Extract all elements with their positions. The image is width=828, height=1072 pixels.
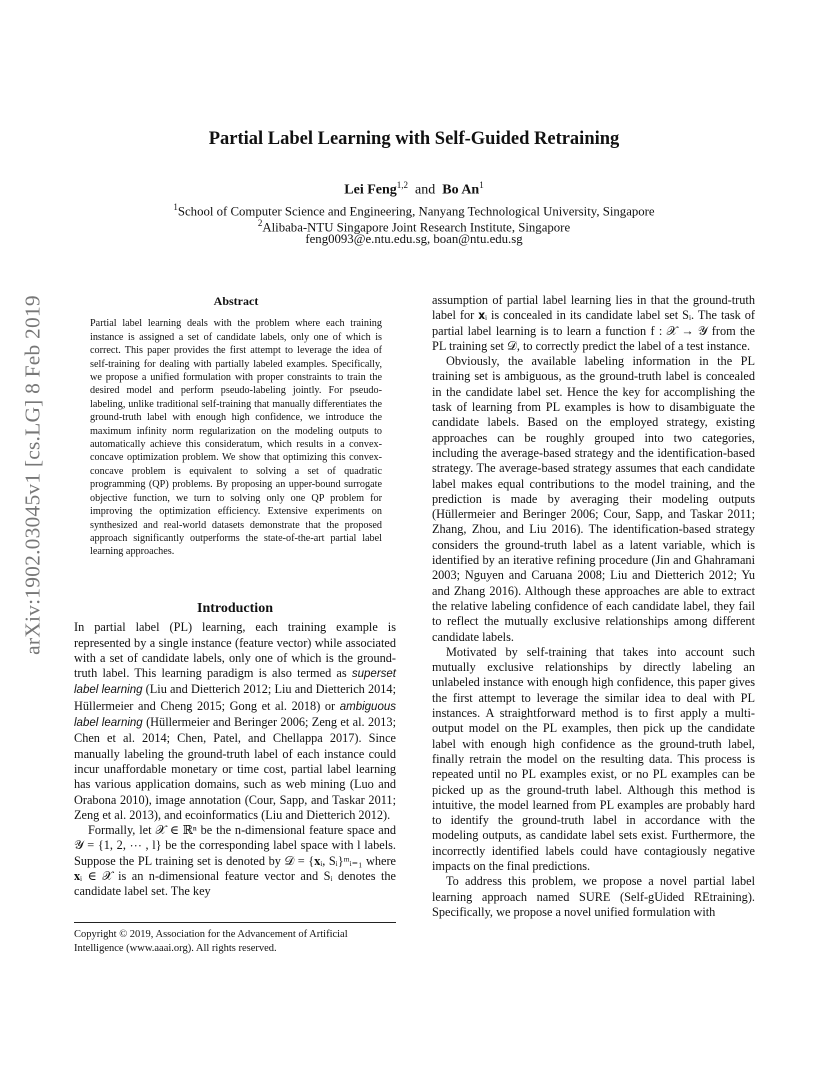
arxiv-id-text: arXiv:1902.03045v1 [cs.LG] 8 Feb 2019 <box>20 295 45 655</box>
author-2: Bo An <box>442 182 480 198</box>
author-line <box>0 180 828 199</box>
introduction-section <box>74 601 396 900</box>
term-ambiguous-label-learning: ambiguous label learning <box>74 700 396 730</box>
right-paragraph-2: Obviously, the available labeling information in the PL training set is ambiguous, as the ground-truth label is concealed in the candidate label set. Hence the key for accomplishing the task of learning from PL examples is how to disambiguate the candidate labels. Based on the employed strategy, existing approaches can be roughly grouped into two categories, including the average-based strategy and the identification-based strategy. The average-based strategy assumes that each candidate label makes equal contributions to the model training, and the prediction is made by averaging their modeling outputs (Hüllermeier and Beringer 2006; Cour, Sapp, and Taskar 2011; Zhang, Zhou, and Liu 2016). The identification-based strategy considers the ground-truth label as a latent variable, which is identified by an iterative refining procedure (Jin and Ghahramani 2003; Nguyen and Caruana 2008; Liu and Dietterich 2012; Yu and Zhang 2016). Although these approaches are able to extract the relative labeling confidence of each candidate label, they fail to reflect the mutually exclusive relationships among different candidate labels. <box>432 354 755 644</box>
right-paragraph-1: assumption of partial label learning lies in that the ground-truth label for 𝐱ᵢ is concealed in its candidate label set Sᵢ. The task of partial label learning is to learn a function f : 𝒳 → 𝒴 from the PL training set 𝒟, to correctly predict the label of a test instance. <box>432 293 755 353</box>
intro-p1-part-c: (Hüllermeier and Beringer 2006; Zeng et al. 2013; Chen et al. 2014; Chen, Patel, and Chellappa 2017). Since manually labeling the ground-truth label of each instance could incur unaffordable monetary or time cost, partial label learning has various application domains, such as web mining (Luo and Orabona 2010), image annotation (Cour, Sapp, and Taskar 2011; Zeng et al. 2013), and ecoinformatics (Liu and Dietterich 2012). <box>74 715 396 822</box>
right-column <box>432 293 755 920</box>
intro-p1-part-a: In partial label (PL) learning, each training example is represented by a single instance (feature vector) while associated with a set of candidate labels, only one of which is the ground-truth label. This learning paradigm is also termed as <box>74 620 396 681</box>
right-paragraph-4: To address this problem, we propose a novel partial label learning approach named SURE (Self-gUided REtraining). Specifically, we propose a novel unified formulation with <box>432 874 755 919</box>
author-1-sup: 1,2 <box>396 180 409 190</box>
affiliation-1-text: School of Computer Science and Engineering, Nanyang Technological University, Singapore <box>177 204 655 219</box>
author-1: Lei Feng <box>344 182 397 198</box>
term-superset-label-learning: superset label learning <box>74 668 396 697</box>
author-conjunction: and <box>415 182 436 198</box>
introduction-heading: Introduction <box>197 601 273 616</box>
arxiv-identifier <box>8 295 58 655</box>
intro-paragraph-2: Formally, let 𝒳 ∈ ℝⁿ be the n-dimensional feature space and 𝒴 = {1, 2, ⋯ , l} be the corresponding label space with l labels. Suppose the PL training set is denoted by 𝒟 = {𝐱ᵢ, Sᵢ}ᵐᵢ₌₁ where 𝐱ᵢ ∈ 𝒳 is an n-dimensional feature vector and Sᵢ denotes the candidate label set. The key <box>74 823 396 899</box>
affiliation-2-text: Alibaba-NTU Singapore Joint Research Institute, Singapore <box>262 220 571 235</box>
abstract-heading: Abstract <box>213 294 259 308</box>
paper-title: Partial Label Learning with Self-Guided Retraining <box>208 129 620 149</box>
intro-p1-part-b: (Liu and Dietterich 2012; Liu and Dietterich 2014; Hüllermeier and Cheng 2015; Gong et al. 2018) or <box>74 682 396 713</box>
intro-paragraph-1 <box>74 620 396 823</box>
affiliation-2-sup: 2 <box>257 218 263 228</box>
abstract-text: Partial label learning deals with the problem where each training instance is assigned a set of candidate labels, only one of which is correct. This paper provides the first attempt to leverage the idea of self-training for dealing with partially labeled examples. Specifically, we propose a unified formulation with proper constraints to train the desired model and perform pseudo-labeling jointly. For pseudo-labeling, unlike traditional self-training that manually differentiates the ground-truth label with enough high confidence, we introduce the maximum infinity norm regularization on the modeling outputs to automatically achieve this consideratum, which results in a convex-concave optimization problem. We show that optimizing this convex-concave problem is equivalent to solving a set of quadratic programming (QP) problems. By proposing an upper-bound surrogate objective function, we turn to solving only one QP problem for improving the optimization efficiency. Extensive experiments on synthesized and real-world datasets demonstrate that the proposed approach significantly outperforms the state-of-the-art partial label learning approaches. <box>90 318 382 558</box>
affiliation-1-sup: 1 <box>173 202 178 212</box>
copyright-notice: Copyright © 2019, Association for the Advancement of Artificial Intelligence (www.aaai.org). All rights reserved. <box>74 922 396 955</box>
author-2-sup: 1 <box>479 180 484 190</box>
abstract-section <box>90 295 382 559</box>
right-paragraph-3: Motivated by self-training that takes into account such mutually exclusive relationships by directly labeling an unlabeled instance with enough high confidence, this paper gives the first attempt to leverage the similar idea to deal with PL instances. A straightforward method is to first apply a multi-output model on the PL examples, then pick up the candidate label with enough high confidence as the ground-truth label, finally retrain the model on the resulting data. This process is repeated until no PL examples exist, or no PL examples can be picked up as the ground-truth label. Although this method is intuitive, the model learned from PL examples are probably hard to identify the ground-truth label in accordance with the modeling outputs, as candidate label sets exist. Furthermore, the incorrectly identified labels could have contagiously negative impacts on the final predictions. <box>432 644 755 873</box>
author-emails: feng0093@e.ntu.edu.sg, boan@ntu.edu.sg <box>305 232 523 246</box>
